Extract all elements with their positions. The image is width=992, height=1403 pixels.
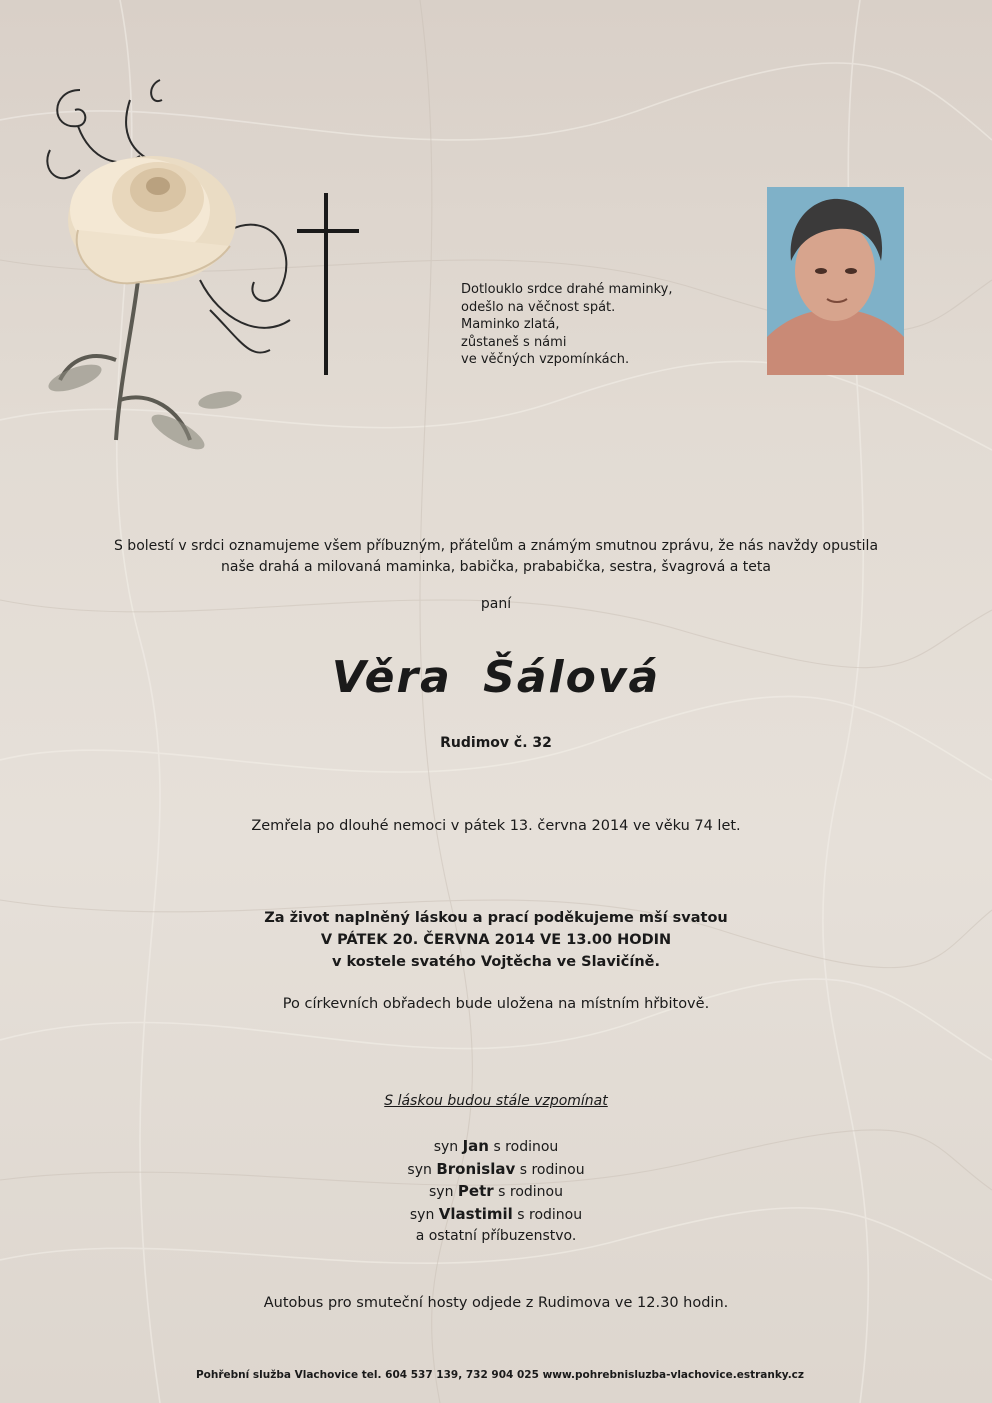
mourner-suffix: s rodinou xyxy=(519,1161,585,1178)
list-item xyxy=(0,1136,992,1159)
mourner-relation: syn xyxy=(409,1206,435,1223)
memorial-poem xyxy=(461,281,721,369)
salutation: paní xyxy=(480,596,512,612)
mourner-name: Jan xyxy=(462,1137,489,1155)
list-item xyxy=(0,1159,992,1182)
mourner-suffix: s rodinou xyxy=(498,1184,563,1200)
mourner-relation: syn xyxy=(433,1139,459,1155)
poem-line: Dotlouklo srdce drahé maminky, xyxy=(461,282,673,297)
mourners-list xyxy=(0,1136,992,1248)
poem-line: Maminko zlatá, xyxy=(461,317,560,332)
portrait-photo xyxy=(767,187,904,375)
mourner-name: Bronislav xyxy=(436,1159,516,1178)
list-item xyxy=(0,1181,992,1204)
poem-line: odešlo na věčnost spát. xyxy=(461,299,616,315)
poem-line: zůstaneš s námi xyxy=(461,334,567,350)
intro-line: naše drahá a milovaná maminka, babička, prababička, sestra, švagrová a teta xyxy=(221,559,771,575)
deceased-address: Rudimov č. 32 xyxy=(440,735,552,751)
intro-line: S bolestí v srdci oznamujeme všem příbuzným, přátelům a známým smutnou zprávu, že nás navždy opustila xyxy=(113,538,879,554)
mourner-suffix: s rodinou xyxy=(517,1206,583,1223)
announcement-intro xyxy=(0,536,992,578)
funeral-service-footer: Pohřební služba Vlachovice tel. 604 537 139, 732 904 025 www.pohrebnisluzba-vlachovice.estranky.cz xyxy=(195,1369,805,1381)
mourner-relation: syn xyxy=(407,1161,432,1178)
deceased-name: Věra Šálová xyxy=(331,652,661,703)
rose-icon xyxy=(20,60,340,520)
poem-line: ve věčných vzpomínkách. xyxy=(461,352,630,367)
mourners-closing: a ostatní příbuzenstvo. xyxy=(415,1228,577,1244)
funeral-line: V PÁTEK 20. ČERVNA 2014 VE 13.00 HODIN xyxy=(320,932,672,948)
burial-notice: Po církevních obřadech bude uložena na místním hřbitově. xyxy=(282,996,710,1012)
funeral-notice xyxy=(0,907,992,973)
bus-notice: Autobus pro smuteční hosty odjede z Rudimova ve 12.30 hodin. xyxy=(263,1295,729,1311)
mourner-name: Vlastimil xyxy=(438,1204,513,1223)
mourner-name: Petr xyxy=(457,1182,494,1200)
mourner-suffix: s rodinou xyxy=(493,1139,559,1155)
cross-icon xyxy=(297,193,359,375)
death-notice: Zemřela po dlouhé nemoci v pátek 13. června 2014 ve věku 74 let. xyxy=(251,818,741,834)
funeral-line: v kostele svatého Vojtěcha ve Slavičíně. xyxy=(332,954,660,970)
mourner-relation: syn xyxy=(429,1184,454,1200)
funeral-line: Za život naplněný láskou a prací poděkujeme mší svatou xyxy=(264,910,728,926)
list-item xyxy=(0,1204,992,1227)
mourners-title: S láskou budou stále vzpomínat xyxy=(384,1093,608,1109)
